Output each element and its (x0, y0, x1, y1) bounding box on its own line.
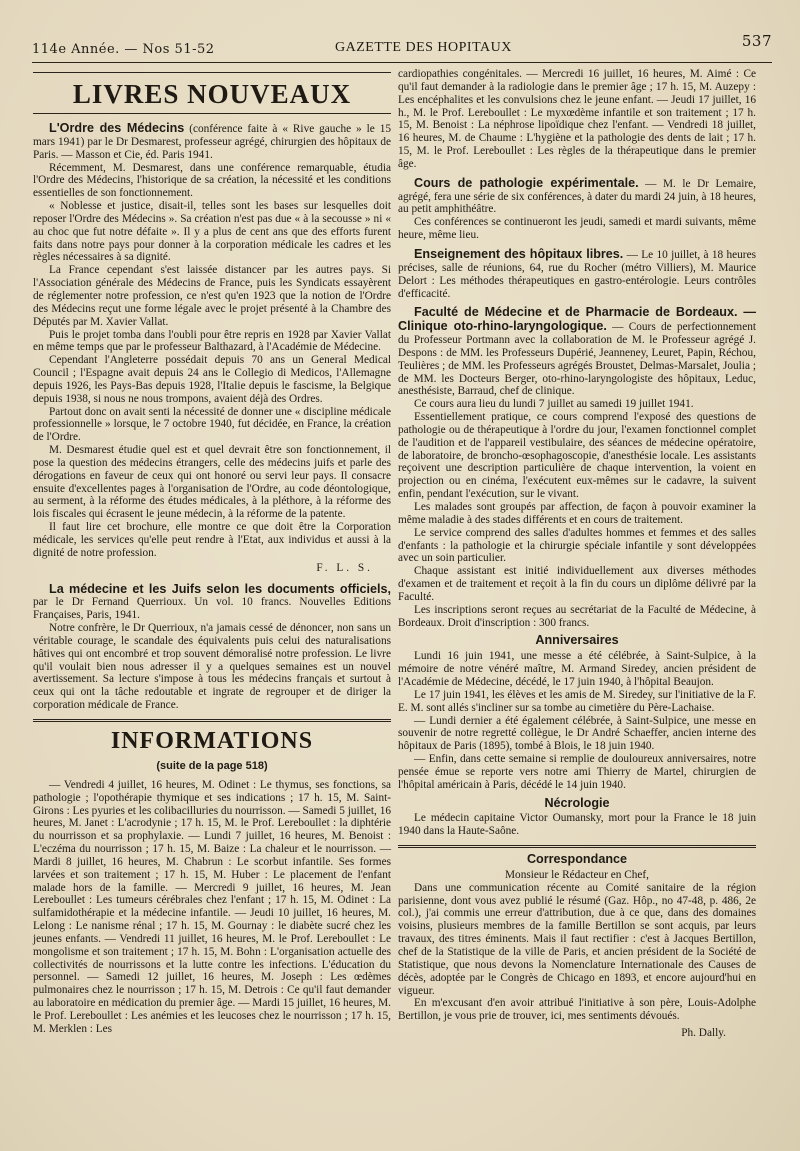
faculte-text: — Cours de perfectionnement du Professeur Portmann avec la collaboration de M. le Professeur agrégé J. Despons : de MM. les Professeurs Dupérié, Jeanneney, Leuret, Papin, Réchou, Teulières ; de MM. les Professeurs agrégés Broustet, Delmas-Marsalet, Joulia ; de MM. les Docteurs Berger, oto-rhino-laryngologiste des hôpitaux, Leduc, anesthésiste, Barraud, chef de clinique. (398, 321, 756, 398)
enseignement-item (398, 248, 756, 300)
informations-continued: cardiopathies congénitales. — Mercredi 16 juillet, 16 heures, M. Aimé : Ce qu'il faut demander à la radiologie dans le premier âge ; 17 h. 15, M. Auzepy : Les encéphalites et les convulsions chez le jeune enfant. — Jeudi 17 juillet, 16 h., M. le Prof. Lereboullet : Le myxœdème infantile et son traitement ; 17 h. 15, M. Benoist : La néphrose lipoïdique chez l'enfant. — Vendredi 18 juillet, 16 heures, M. de Chaume : L'hygiène et la pathologie des dents de lait ; 17 h. 15, M. le Prof. Lereboullet : Les règles de la thérapeutique dans le premier âge. (398, 68, 756, 170)
book-review-juifs (33, 583, 391, 712)
anniversaires-paragraph: Le 17 juin 1941, les élèves et les amis de M. Siredey, sur l'initiative de la F. E. M. sont allés s'incliner sur sa tombe au cimetière du Père-Lachaise. (398, 688, 756, 714)
correspondance-heading: Correspondance (526, 852, 628, 867)
anniversaires-heading: Anniversaires (535, 633, 619, 648)
review-paragraph: « Noblesse et justice, disait-il, telles sont les bases sur lesquelles doit reposer l'Ordre des Médecins ». Sa création n'est pas due « à la secousse » ni « au choc que fut notre défaite ». Il y a plus de cent ans que des efforts furent faits dans notre pays pour donner à la corporation médicale les cadres et les règles nécessaires à sa dignité. (33, 200, 391, 264)
enseignement-title: Enseignement des hôpitaux libres. (414, 246, 624, 261)
issue-number: 114e Année. — Nos 51-52 (32, 42, 215, 57)
necrologie-heading: Nécrologie (544, 795, 610, 810)
page-header (32, 32, 772, 62)
correspondance-paragraph: Dans une communication récente au Comité sanitaire de la région parisienne, dont vous avez publié le résumé (Gaz. Hôp., no 47-48, p. 486, 2e col.), j'ai commis une erreur d'attribution, due à ce que, dans des domaines voisins, plusieurs membres de la famille Bertillon se sont acquis, par leurs travaux, des titres éminents. Mais il faut rectifier : c'est à Jacques Bertillon, chef de la Statistique de la ville de Paris, et ancien président de la Société de Statistique, que nous devons la Nomenclature Internationale des Causes de décès, adoptée par le Congrès de Chicago en 1893, et encore aujourd'hui en vigueur. (398, 881, 756, 997)
anniversaires-paragraph: — Lundi dernier a été également célébrée, à Saint-Sulpice, une messe en souvenir de notre regretté collègue, le Dr André Schaeffer, ancien interne des hôpitaux de Paris (1895), tombé à Blois, le 18 juin 1940. (398, 714, 756, 753)
faculte-paragraph: Ce cours aura lieu du lundi 7 juillet au samedi 19 juillet 1941. (414, 398, 694, 411)
correspondance-paragraph: En m'excusant d'en avoir attribué l'initiative à son père, Louis-Adolphe Bertillon, je vous prie de trouver, ici, mes sentiments dévoués. (398, 997, 756, 1023)
right-column (398, 68, 756, 1040)
review-paragraph: Cependant l'Angleterre possédait depuis 70 ans un General Medical Council ; l'Espagne avait depuis 24 ans le Collegio di Medicos, l'Allemagne depuis 1926, les Pays-Bas depuis 1928, l'Italie depuis le fascisme, la Belgique depuis 1938, si nous ne nous trompons, avaient déjà des Ordres. (33, 354, 391, 405)
header-rule (32, 62, 772, 63)
cours-title: Cours de pathologie expérimentale. (414, 175, 639, 190)
correspondance-salutation: Monsieur le Rédacteur en Chef, (505, 868, 649, 881)
faculte-paragraph: Le service comprend des salles d'adultes hommes et femmes et des salles d'enfants : la pathologie et la chirurgie spéciale infantile y sont développées avec un soin particulier. (398, 526, 756, 565)
review-paragraph: La France cependant s'est laissée distancer par les autres pays. Si l'Association générale des Médecins de France, puis les Syndicats essayèrent de réglementer notre profession, ce n'est qu'en 1923 que la notion de l'Ordre des Médecins reçut une forme légale avec le projet présenté à la Chambre des Députés par M. Xavier Vallat. (33, 264, 391, 328)
enseignement-text: — Le 10 juillet, à 18 heures précises, salle de réunions, 64, rue du Rocher (métro Villiers), M. Maurice Delort : Les méthodes thérapeutiques en gastro-entérologie. Leurs contrôles d'efficacité. (398, 248, 756, 300)
book-title: L'Ordre des Médecins (49, 121, 185, 135)
section-rule (33, 72, 391, 73)
anniversaires-paragraph: Lundi 16 juin 1941, une messe a été célébrée, à Saint-Sulpice, à la mémoire de notre vénéré maître, M. Armand Siredey, ancien président de l'Académie de Médecine, décédé, le 17 juin 1940, à l'hôpital Beaujon. (398, 650, 756, 688)
faculte-paragraph: Les malades sont groupés par affection, de façon à pouvoir examiner la même maladie à des stades différents et en cours de traitement. (398, 501, 756, 526)
review-paragraph: Il faut lire cet brochure, elle montre ce que doit être la Corporation médicale, les services qu'elle peut rendre à l'Etat, aux individus et aussi à la dignité de notre profession. (33, 521, 391, 559)
review-paragraph: Récemment, M. Desmarest, dans une conférence remarquable, étudia l'Ordre des Médecins, l'historique de sa création, la nécessité et les conditions essentielles de son fonctionnement. (33, 161, 391, 200)
cours-text-2: Ces conférences se continueront les jeudi, samedi et mardi suivants, même heure, même lieu. (398, 216, 756, 242)
page-number: 537 (741, 32, 772, 50)
book-heading (33, 122, 391, 162)
review-paragraph: Partout donc on avait senti la nécessité de donner une « discipline médicale professionnelle » lorsque, le 7 octobre 1940, fut décidée, en France, la création de l'Ordre. (33, 405, 391, 444)
left-column (33, 68, 391, 1036)
section-rule (33, 113, 391, 114)
faculte-item (398, 306, 756, 398)
book-review-ordre (33, 122, 391, 575)
informations-text: — Vendredi 4 juillet, 16 heures, M. Odinet : Le thymus, ses fonctions, sa pathologie ; l'opothérapie thymique et ses indications ; 17 h. 15, M. Saint-Girons : Les pyuries et les colibacilluries du nourrisson. — Samedi 5 juillet, 16 heures, M. Janet : L'acrodynie ; 17 h. 15, M. le Prof. Lereboullet : la diphtérie du nourrisson et sa prophylaxie. — Lundi 7 juillet, 16 heures, M. Benoist : L'eczéma du nourrisson ; 17 h. 15, M. Baize : La chaleur et le nourrisson. — Mardi 8 juillet, 16 heures, M. Chabrun : Le scorbut infantile. Ses formes larvées et son traitement ; 17 h. 15, M. Huber : Le placement de l'enfant malade hors de la famille. — Mercredi 9 juillet, 16 heures, M. Jean Lereboullet : Les tumeurs cérébrales chez l'enfant ; 17 h. 15, M. Odinet : La sulfamidothérapie et la médecine infantile. — Jeudi 10 juillet, 16 heures, M. Lelong : Le nanisme rénal ; 17 h. 15, M. Gournay : le diabète sucré chez les jeunes enfants. — Vendredi 11 juillet, 16 heures, M. le Prof. Lereboullet : Le mongolisme et son traitement ; 17 h. 15, M. Bohn : L'organisation actuelle des collectivités de nourrissons et la lutte contre les infections. L'éducation du personnel. — Samedi 12 juillet, 16 heures, M. Joseph : Les œdèmes pulmonaires chez le nourrisson ; 17 h. 15, M. Detrois : Ce qu'il faut demander au laboratoire en médication du premier âge. — Mardi 15 juillet, 16 heures, M. le Prof. Lereboullet : Les anémies et les leucoses chez le nourrisson ; 17 h. 15, M. Merklen : Les (33, 778, 391, 1035)
review-paragraph: M. Desmarest étudie quel est et quel devrait être son fonctionnement, il pose la question des médecins étrangers, celle des médecins juifs et parle des dérogations en faveur de ceux qui ont honoré ou servi leur pays. Il consacre ensuite d'excellentes pages à l'organisation de l'Ordre, au code déontologique, au serment, à la réforme des études médicales, à la pléthore, à la réforme des lois fiscales qui écrasent le jeune médecin, à la réforme de la patente. (33, 444, 391, 521)
section-divider (398, 845, 756, 848)
faculte-paragraph: Chaque assistant est initié individuellement aux diverses méthodes d'examen et de traitement et reçoit à la fin du cours un diplôme délivré par la Faculté. (398, 565, 756, 603)
faculte-paragraph: Les inscriptions seront reçues au secrétariat de la Faculté de Médecine, à Bordeaux. Droit d'inscription : 300 francs. (398, 603, 756, 629)
cours-item (398, 177, 756, 217)
review-paragraph: Notre confrère, le Dr Querrioux, n'a jamais cessé de dénoncer, non sans un véritable courage, le scandale des équivalents puis celui des naturalisations hâtives qui ont encombré et trop souvent démoralisé notre profession. Le livre qu'il voulait bien nous adresser il y a quelques semaines est un nouvel avertissement. Sa lecture s'impose à tous les médecins français et surtout à ceux qui ont la tâche redoutable et ingrate de regrouper et de diriger la corporation médicale de France. (33, 622, 391, 712)
anniversaires-paragraph: — Enfin, dans cette semaine si remplie de douloureux anniversaires, notre pensée émue se reporte vers notre ami Thierry de Martel, chirurgien de l'hôpital américain à Paris, décédé le 14 juin 1940. (398, 753, 756, 791)
section-title-informations: INFORMATIONS (110, 727, 314, 754)
section-divider (33, 719, 391, 722)
book-info: par le Dr Fernand Querrioux. Un vol. 10 francs. Nouvelles Editions Françaises, Paris, 1941. (33, 596, 391, 622)
section-title-livres: LIVRES NOUVEAUX (72, 79, 352, 109)
correspondance-signature: Ph. Dally. (681, 1027, 726, 1040)
necrologie-text: Le médecin capitaine Victor Oumansky, mort pour la France le 18 juin 1940 dans la Haute-Saône. (398, 812, 756, 838)
book-title: La médecine et les Juifs selon les documents officiels, (49, 581, 391, 596)
review-signature: F. L. S. (316, 561, 373, 574)
section-subtitle: (suite de la page 518) (156, 759, 268, 772)
review-paragraph: Puis le projet tomba dans l'oubli pour être repris en 1928 par Xavier Vallat en même temps que par le professeur Balthazard, à l'Académie de Médecine. (33, 328, 391, 354)
faculte-title: Faculté de Médecine et de Pharmacie de Bordeaux. — Clinique oto-rhino-laryngologique. (398, 305, 756, 334)
book-info: (conférence faite à « Rive gauche » le 15 mars 1941) par le Dr Desmarest, professeur agrégé, chirurgien des hôpitaux de Paris. — Masson et Cie, éd. Paris 1941. (33, 123, 391, 161)
journal-title: GAZETTE DES HOPITAUX (335, 40, 512, 55)
book-heading (33, 583, 391, 623)
cours-text: — M. le Dr Lemaire, agrégé, fera une série de six conférences, à dater du mardi 24 juin, à 18 heures, au petit amphithéâtre. (398, 177, 756, 216)
faculte-paragraph: Essentiellement pratique, ce cours comprend l'exposé des questions de pathologie ou de thérapeutique à l'ordre du jour, l'examen fonctionnel complet de l'audition et de l'appareil vestibulaire, des séances de médecine opératoire, de laboratoire, de broncho-œsophagoscopie, d'anesthésie locale. Les assistants reçoivent une description particulière de chaque intervention, la voient en projection ou en cinéma, l'exécutent eux-mêmes sur le cadavre, la suivent enfin, pendant l'exécution, sur le vivant. (398, 411, 756, 501)
